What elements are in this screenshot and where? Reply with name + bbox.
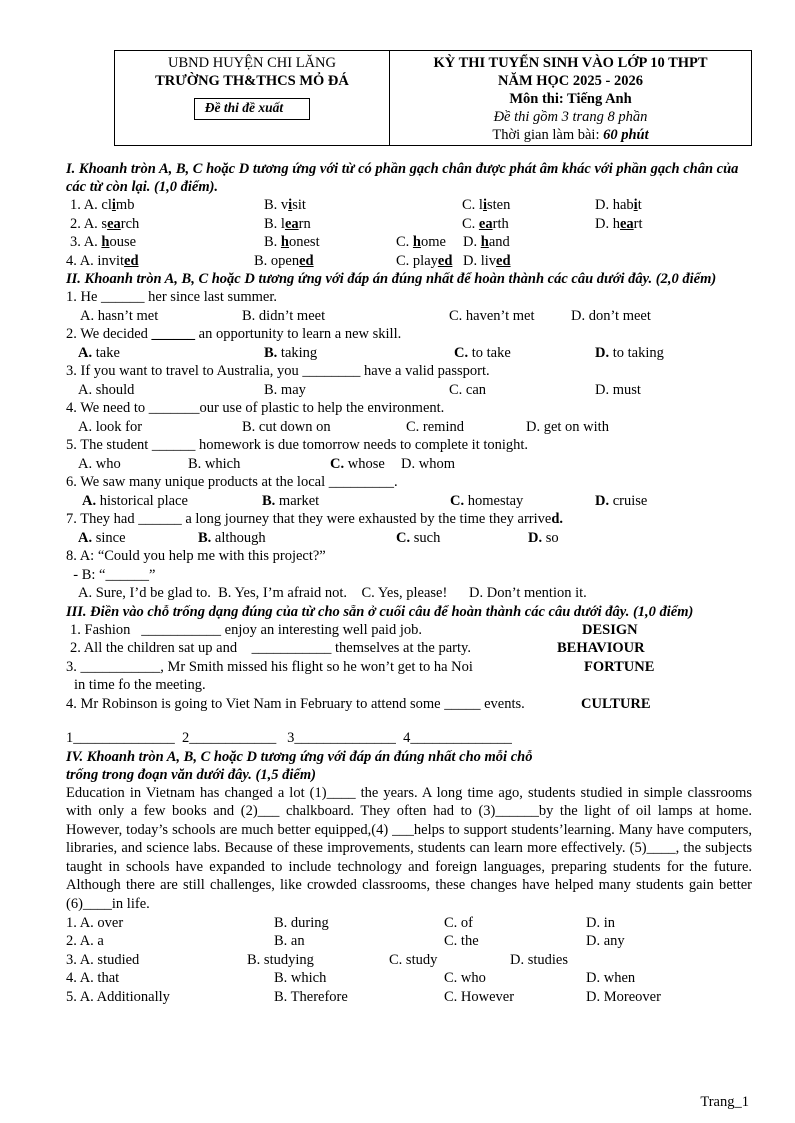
s3-q1: 1. Fashion ___________ enjoy an interesting well paid job. DESIGN [70,621,638,638]
exam-page [66,50,752,1006]
s1-q2-b: B. learn [264,215,311,232]
s2-q5-options: A. who B. which C. whose D. whom [78,455,455,472]
exam-title: KỲ THI TUYỂN SINH VÀO LỚP 10 THPT [433,55,708,71]
s3-answer-line: 1______________ 2____________ 3______________ 4______________ [66,730,512,746]
s2-q7-options: A. since B. although C. such D. so [78,529,559,546]
s2-q6-options: A. historical place B. market C. homestay D. cruise [82,492,648,509]
s3-q1-word: DESIGN [582,621,638,638]
s2-q4-stem: 4. We need to _______our use of plastic to help the environment. [66,400,445,416]
s2-q7-stem: 7. They had ______ a long journey that they were exhausted by the time they arrived. [66,511,564,527]
s4-q5-options: 5. A. Additionally B. Therefore C. However D. Moreover [66,988,661,1005]
exam-subject: Môn thi: Tiếng Anh [509,91,632,107]
s1-q3-d: D. hand [463,234,510,250]
s1-q3-c: C. home [396,234,446,250]
s3-q3-word: FORTUNE [584,658,655,675]
s1-q2 [66,215,752,234]
reading-passage: Education in Vietnam has changed a lot (1)____ the years. A long time ago, students studied in simple classrooms with only a few books and (2)___ chalkboard. They often had to (3)______by the light of oil lamps at home. However, today’s schools are much better equipped,(4) ___helps to support students’learning. Many have computers, libraries, and science labs. Because of these improvements, students can learn more effectively. (5)____, the subjects taught in schools have expanded to include technology and foreign languages, preparing students for the future. Although there are still challenges, like crowded classrooms, these changes have helped many students gain better (6)____in life. [66,784,752,913]
s2-q2-stem: 2. We decided ______ an opportunity to learn a new skill. [66,326,402,342]
s3-q3: 3. ___________, Mr Smith missed his flight so he won’t get to ha Noi FORTUNE [66,658,655,675]
s2-q3-stem: 3. If you want to travel to Australia, you ________ have a valid passport. [66,363,490,379]
exam-header [114,50,752,146]
s1-q3-a: 3. A. house [70,234,137,250]
section-4-title-line2: trống trong đoạn văn dưới đây. (1,5 điểm) [66,766,316,783]
exam-pages: Đề thi gồm 3 trang 8 phần [493,109,648,125]
s1-q2-d: D. heart [595,215,643,232]
s3-q3-cont: in time fo the meeting. [74,677,206,693]
s1-q4-c: C. played [396,252,453,269]
section-4-title-line1: IV. Khoanh tròn A, B, C hoặc D tương ứng với đáp án đúng nhất cho mỗi chỗ [66,748,533,765]
s2-q8-stem: 8. A: “Could you help me with this project?” [66,548,326,564]
s2-q5-stem: 5. The student ______ homework is due tomorrow needs to complete it tonight. [66,437,529,453]
section-2-title: II. Khoanh tròn A, B, C hoặc D tương ứng với đáp án đúng nhất để hoàn thành các câu dưới đây. (2,0 điểm) [66,271,717,287]
s1-q1-a: 1. A. climb [70,197,135,213]
s4-q1-options: 1. A. over B. during C. of D. in [66,914,615,931]
s1-q1-b: B. visit [264,197,306,213]
school-info [115,51,390,145]
s4-q3-options: 3. A. studied B. studying C. study D. studies [66,951,568,968]
s4-q4-options: 4. A. that B. which C. who D. when [66,970,636,987]
page-number: Trang_1 [700,1094,749,1110]
s3-q2: 2. All the children sat up and ___________ themselves at the party. BEHAVIOUR [70,640,645,656]
s4-q2-options: 2. A. a B. an C. the D. any [66,933,625,950]
s1-q4-d: D. lived [463,252,511,269]
s1-q4-b: B. opened [254,252,314,269]
s1-q1-d: D. habit [595,197,642,213]
s1-q1 [66,196,752,215]
s2-q6-stem: 6. We saw many unique products at the local _________. [66,474,398,490]
school-year: NĂM HỌC 2025 - 2026 [498,73,643,89]
exam-duration: Thời gian làm bài: 60 phút [492,127,649,143]
s2-q3-options: A. should B. may C. can D. must [78,381,641,398]
s1-q3-b: B. honest [264,234,320,250]
s1-q4 [66,252,752,271]
section-3-title: III. Điền vào chỗ trống dạng đúng của từ cho sẵn ở cuối câu để hoàn thành các câu dưới đây. (1,0 điểm) [66,603,694,620]
exam-info [390,51,751,145]
s2-q1-options: A. hasn’t met B. didn’t meet C. haven’t met D. don’t meet [80,307,651,324]
s2-q1-stem: 1. He ______ her since last summer. [66,289,278,305]
s2-q2-options: A. take B. taking C. to take D. to taking [78,344,664,361]
s2-q4-options: A. look for B. cut down on C. remind D. get on with [78,418,609,435]
proposed-exam-box: Đề thi đề xuất [194,98,310,120]
s1-q3 [66,233,752,252]
school-name: TRƯỜNG TH&THCS MỎ ĐÁ [155,73,349,89]
s1-q1-c: C. listen [462,197,511,213]
s2-q8-response: - B: “______” [66,566,156,583]
s1-q2-c: C. earth [462,215,509,232]
section-1-title: I. Khoanh tròn A, B, C hoặc D tương ứng với từ có phần gạch chân được phát âm khác với phần gạch chân của các từ còn lại. (1,0 điểm). [66,161,739,195]
s2-q8-options: A. Sure, I’d be glad to. B. Yes, I’m afraid not. C. Yes, please! D. Don’t mention it. [78,585,587,601]
s3-q4-word: CULTURE [581,695,651,712]
s1-q4-a: 4. A. invited [66,252,139,269]
s3-q2-word: BEHAVIOUR [557,640,645,656]
s3-q4: 4. Mr Robinson is going to Viet Nam in February to attend some _____ events. CULTURE [66,695,651,712]
s1-q2-a: 2. A. search [70,215,140,232]
district-name: UBND HUYỆN CHI LĂNG [168,55,336,71]
